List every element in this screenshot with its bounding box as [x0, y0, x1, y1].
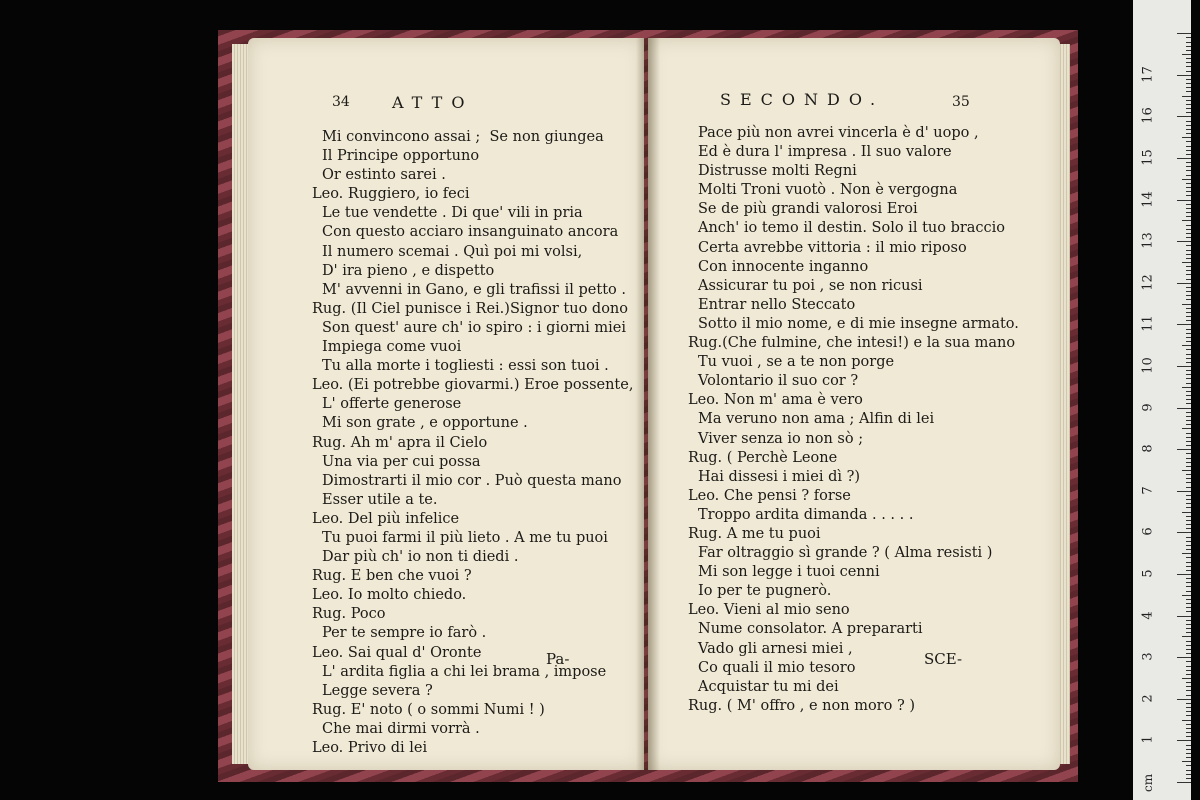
ruler-number: 9	[1140, 402, 1156, 412]
left-page	[248, 38, 644, 770]
text-line: Io per te pugnerò.	[698, 583, 832, 600]
text-line: Rug. Poco	[312, 606, 386, 623]
text-line: Rug. E ben che vuoi ?	[312, 568, 472, 585]
ruler-tick	[1186, 378, 1191, 379]
ruler-number: 4	[1140, 610, 1156, 620]
ruler-tick	[1182, 678, 1191, 679]
ruler-tick	[1182, 428, 1191, 429]
text-line: Distrusse molti Regni	[698, 163, 857, 180]
ruler-tick	[1186, 707, 1191, 708]
ruler-tick	[1186, 611, 1191, 612]
ruler-tick	[1186, 541, 1191, 542]
text-line: Tu alla morte i togliesti : essi son tuoi .	[322, 358, 609, 375]
ruler-tick	[1186, 399, 1191, 400]
ruler-tick	[1177, 657, 1191, 658]
ruler-tick	[1186, 670, 1191, 671]
ruler-tick	[1186, 112, 1191, 113]
ruler-tick	[1186, 258, 1191, 259]
text-line: Rug. Ah m' apra il Cielo	[312, 434, 488, 451]
text-line: Leo. Che pensi ? forse	[688, 487, 851, 504]
text-line: Legge severa ?	[322, 682, 433, 699]
ruler-tick	[1186, 724, 1191, 725]
ruler-tick	[1186, 424, 1191, 425]
text-line: Ma veruno non ama ; Alfin di lei	[698, 411, 935, 428]
ruler-tick	[1186, 383, 1191, 384]
ruler-tick	[1186, 765, 1191, 766]
ruler-tick	[1186, 362, 1191, 363]
ruler-number: 6	[1140, 527, 1156, 537]
ruler-number: 14	[1140, 190, 1156, 208]
text-line: Tu vuoi , se a te non porge	[698, 354, 895, 371]
ruler-tick	[1186, 337, 1191, 338]
ruler-tick	[1186, 129, 1191, 130]
ruler-tick	[1186, 462, 1191, 463]
ruler-tick	[1186, 445, 1191, 446]
text-line: Pace più non avrei vincerla è d' uopo ,	[698, 125, 979, 141]
ruler-tick	[1186, 191, 1191, 192]
text-line: Assicurar tu poi , se non ricusi	[698, 277, 923, 294]
ruler-tick	[1186, 549, 1191, 550]
text-line: Mi son legge i tuoi cenni	[698, 564, 880, 581]
ruler-tick	[1186, 170, 1191, 171]
text-line: Esser utile a te.	[322, 491, 438, 508]
ruler-number: 11	[1140, 315, 1156, 333]
running-head: ATTO	[392, 93, 474, 112]
ruler-tick	[1182, 470, 1191, 471]
ruler-tick	[1186, 715, 1191, 716]
ruler-tick	[1186, 437, 1191, 438]
text-line: Leo. Non m' ama è vero	[688, 392, 863, 409]
ruler-tick	[1186, 412, 1191, 413]
text-line: Sotto il mio nome, e di mie insegne armato.	[698, 315, 1019, 332]
ruler-number: 2	[1140, 694, 1156, 703]
text-line: Hai dissesi i miei dì ?)	[698, 468, 861, 485]
ruler-number: 16	[1140, 107, 1156, 125]
ruler-tick	[1186, 374, 1191, 375]
ruler-tick	[1177, 116, 1191, 117]
ruler-tick	[1177, 33, 1191, 34]
page-number: 35	[952, 94, 970, 110]
catchword: SCE-	[924, 650, 963, 668]
ruler-tick	[1186, 108, 1191, 109]
ruler-tick	[1186, 458, 1191, 459]
ruler-tick	[1177, 699, 1191, 700]
ruler-tick	[1186, 770, 1191, 771]
text-line: Le tue vendette . Di que' vili in pria	[322, 205, 583, 222]
text-line: Dimostrarti il mio cor . Può questa mano	[322, 472, 622, 489]
book-gutter	[636, 38, 660, 770]
ruler-tick	[1186, 100, 1191, 101]
ruler-tick	[1186, 104, 1191, 105]
ruler-tick	[1177, 532, 1191, 533]
ruler-tick	[1186, 641, 1191, 642]
ruler-tick	[1186, 487, 1191, 488]
ruler-tick	[1186, 591, 1191, 592]
ruler-tick	[1186, 233, 1191, 234]
ruler-tick	[1182, 345, 1191, 346]
ruler-number: 3	[1140, 652, 1156, 661]
ruler-tick	[1182, 387, 1191, 388]
ruler-tick	[1186, 320, 1191, 321]
ruler-tick	[1186, 624, 1191, 625]
ruler-tick	[1186, 183, 1191, 184]
ruler-tick	[1182, 761, 1191, 762]
ruler-tick	[1186, 225, 1191, 226]
ruler-tick	[1182, 553, 1191, 554]
ruler-tick	[1186, 695, 1191, 696]
ruler-tick	[1186, 757, 1191, 758]
ruler-tick	[1186, 528, 1191, 529]
ruler-tick	[1186, 474, 1191, 475]
ruler-tick	[1182, 512, 1191, 513]
ruler-tick	[1186, 686, 1191, 687]
text-block	[312, 128, 633, 758]
ruler-tick	[1186, 578, 1191, 579]
ruler-tick	[1186, 287, 1191, 288]
ruler-tick	[1186, 212, 1191, 213]
right-page	[648, 38, 1060, 770]
ruler-tick	[1186, 62, 1191, 63]
text-line: Molti Troni vuotò . Non è vergogna	[698, 182, 958, 199]
text-line: Ed è dura l' impresa . Il suo valore	[698, 144, 952, 161]
ruler-tick	[1177, 158, 1191, 159]
text-line: Leo. Io molto chiedo.	[312, 587, 467, 604]
text-line: L' offerte generose	[322, 396, 462, 413]
ruler-tick	[1186, 586, 1191, 587]
text-line: Leo. Del più infelice	[312, 510, 460, 527]
ruler-tick	[1186, 341, 1191, 342]
ruler-tick	[1186, 146, 1191, 147]
text-line: Se de più grandi valorosi Eroi	[698, 201, 918, 218]
ruler-tick	[1177, 200, 1191, 201]
measuring-ruler	[1133, 0, 1191, 800]
ruler-tick	[1186, 229, 1191, 230]
ruler-number: 13	[1140, 232, 1156, 249]
ruler-tick	[1177, 574, 1191, 575]
ruler-tick	[1186, 395, 1191, 396]
ruler-tick	[1186, 453, 1191, 454]
ruler-tick	[1186, 141, 1191, 142]
ruler-tick	[1186, 91, 1191, 92]
ruler-tick	[1186, 71, 1191, 72]
text-line: Rug.(Che fulmine, che intesi!) e la sua mano	[688, 335, 1016, 352]
text-line: Rug. (Il Ciel punisce i Rei.)Signor tuo dono	[312, 300, 628, 317]
text-line: Troppo ardita dimanda . . . . .	[698, 506, 914, 523]
ruler-tick	[1186, 46, 1191, 47]
ruler-tick	[1186, 237, 1191, 238]
catchword: Pa-	[546, 650, 570, 668]
ruler-tick	[1186, 507, 1191, 508]
ruler-tick	[1186, 416, 1191, 417]
ruler-tick	[1186, 208, 1191, 209]
ruler-tick	[1186, 329, 1191, 330]
ruler-number: 8	[1140, 444, 1156, 453]
ruler-tick	[1186, 358, 1191, 359]
ruler-tick	[1186, 524, 1191, 525]
text-line: Il numero scemai . Quì poi mi volsi,	[322, 243, 583, 260]
ruler-tick	[1186, 204, 1191, 205]
ruler-tick	[1182, 96, 1191, 97]
ruler-tick	[1186, 195, 1191, 196]
text-line: Che mai dirmi vorrà .	[322, 720, 480, 737]
ruler-tick	[1186, 566, 1191, 567]
text-line: Entrar nello Steccato	[698, 296, 856, 313]
ruler-tick	[1186, 503, 1191, 504]
ruler-number: 17	[1140, 66, 1156, 83]
ruler-tick	[1186, 603, 1191, 604]
ruler-tick	[1186, 607, 1191, 608]
ruler-tick	[1186, 66, 1191, 67]
ruler-tick	[1186, 732, 1191, 733]
ruler-tick	[1182, 720, 1191, 721]
ruler-tick	[1186, 520, 1191, 521]
ruler-tick	[1186, 582, 1191, 583]
text-line: Far oltraggio sì grande ? ( Alma resisti )	[698, 545, 993, 562]
ruler-tick	[1186, 58, 1191, 59]
text-line: D' ira pieno , e dispetto	[322, 262, 495, 279]
ruler-tick	[1186, 349, 1191, 350]
ruler-tick	[1186, 661, 1191, 662]
text-line: Certa avrebbe vittoria : il mio riposo	[698, 239, 967, 256]
text-line: Mi son grate , e opportune .	[322, 415, 528, 432]
ruler-tick	[1186, 403, 1191, 404]
text-line: Rug. ( M' offro , e non moro ? )	[688, 697, 915, 714]
ruler-tick	[1186, 499, 1191, 500]
ruler-tick	[1186, 312, 1191, 313]
ruler-tick	[1186, 354, 1191, 355]
ruler-tick	[1186, 666, 1191, 667]
ruler-tick	[1186, 121, 1191, 122]
ruler-tick	[1186, 175, 1191, 176]
ruler-tick	[1182, 220, 1191, 221]
ruler-tick	[1186, 254, 1191, 255]
ruler-tick	[1186, 482, 1191, 483]
ruler-tick	[1186, 133, 1191, 134]
ruler-number: 10	[1140, 357, 1156, 374]
text-line: Son quest' aure ch' io spiro : i giorni miei	[322, 319, 626, 336]
ruler-tick	[1186, 599, 1191, 600]
ruler-tick	[1177, 75, 1191, 76]
text-line: Con questo acciaro insanguinato ancora	[322, 224, 619, 241]
text-line: Nume consolator. A prepararti	[698, 621, 923, 638]
ruler-number: 15	[1140, 149, 1156, 166]
ruler-tick	[1186, 545, 1191, 546]
text-line: Leo. (Ei potrebbe giovarmi.) Eroe possente,	[312, 377, 634, 394]
ruler-tick	[1186, 570, 1191, 571]
text-line: Il Principe opportuno	[322, 148, 480, 165]
ruler-tick	[1186, 537, 1191, 538]
ruler-tick	[1186, 308, 1191, 309]
text-line: L' ardita figlia a chi lei brama , impose	[322, 663, 607, 680]
ruler-tick	[1186, 495, 1191, 496]
ruler-tick	[1177, 491, 1191, 492]
text-line: Leo. Privo di lei	[312, 740, 428, 756]
ruler-tick	[1186, 645, 1191, 646]
ruler-tick	[1177, 241, 1191, 242]
ruler-tick	[1186, 250, 1191, 251]
ruler-tick	[1177, 366, 1191, 367]
ruler-tick	[1186, 295, 1191, 296]
ruler-tick	[1186, 266, 1191, 267]
ruler-tick	[1186, 433, 1191, 434]
text-line: Vado gli arnesi miei ,	[698, 640, 853, 657]
ruler-tick	[1186, 478, 1191, 479]
ruler-tick	[1186, 187, 1191, 188]
ruler-tick	[1186, 628, 1191, 629]
ruler-tick	[1177, 449, 1191, 450]
ruler-number: 7	[1140, 486, 1156, 495]
ruler-tick	[1182, 304, 1191, 305]
ruler-tick	[1186, 674, 1191, 675]
text-line: Viver senza io non sò ;	[698, 430, 864, 447]
ruler-tick	[1186, 291, 1191, 292]
ruler-tick	[1186, 279, 1191, 280]
page-number: 34	[332, 94, 350, 110]
ruler-tick	[1186, 333, 1191, 334]
ruler-tick	[1186, 632, 1191, 633]
ruler-tick	[1186, 154, 1191, 155]
ruler-tick	[1177, 740, 1191, 741]
ruler-tick	[1186, 557, 1191, 558]
ruler-tick	[1186, 125, 1191, 126]
ruler-tick	[1186, 87, 1191, 88]
ruler-tick	[1177, 324, 1191, 325]
ruler-tick	[1186, 516, 1191, 517]
ruler-number: 1	[1140, 735, 1156, 745]
ruler-tick	[1186, 370, 1191, 371]
ruler-tick	[1186, 736, 1191, 737]
text-line: Leo. Vieni al mio seno	[688, 602, 850, 619]
text-line: Anch' io temo il destin. Solo il tuo braccio	[698, 220, 1006, 237]
text-line: Volontario il suo cor ?	[698, 373, 859, 390]
ruler-tick	[1177, 782, 1191, 783]
text-line: Rug. E' noto ( o sommi Numi ! )	[312, 701, 545, 718]
ruler-tick	[1186, 682, 1191, 683]
ruler-tick	[1186, 50, 1191, 51]
text-line: Rug. A me tu puoi	[688, 525, 821, 542]
ruler-tick	[1186, 270, 1191, 271]
ruler-tick	[1186, 749, 1191, 750]
ruler-tick	[1186, 649, 1191, 650]
text-line: Co quali il mio tesoro	[698, 659, 856, 676]
ruler-tick	[1186, 441, 1191, 442]
ruler-tick	[1182, 137, 1191, 138]
ruler-tick	[1186, 562, 1191, 563]
ruler-tick	[1182, 595, 1191, 596]
text-line: Tu puoi farmi il più lieto . A me tu puoi	[322, 529, 608, 546]
ruler-tick	[1186, 166, 1191, 167]
text-line: M' avvenni in Gano, e gli trafissi il petto .	[322, 281, 626, 298]
text-line: Or estinto sarei .	[322, 167, 446, 184]
ruler-tick	[1186, 620, 1191, 621]
text-line: Mi convincono assai ; Se non giungea	[322, 129, 604, 145]
ruler-tick	[1186, 245, 1191, 246]
text-line: Una via per cui possa	[322, 453, 481, 470]
ruler-tick	[1186, 745, 1191, 746]
ruler-tick	[1186, 778, 1191, 779]
text-line: Per te sempre io farò .	[322, 625, 487, 642]
ruler-tick	[1186, 42, 1191, 43]
ruler-tick	[1186, 299, 1191, 300]
text-block	[688, 124, 1019, 716]
text-line: Acquistar tu mi dei	[698, 678, 839, 695]
ruler-tick	[1186, 83, 1191, 84]
ruler-tick	[1177, 283, 1191, 284]
ruler-tick	[1182, 262, 1191, 263]
ruler-tick	[1182, 636, 1191, 637]
ruler-tick	[1182, 179, 1191, 180]
ruler-unit-label: cm	[1141, 773, 1155, 792]
ruler-tick	[1186, 150, 1191, 151]
ruler-tick	[1186, 420, 1191, 421]
text-line: Dar più ch' io non ti diedi .	[322, 549, 519, 566]
ruler-tick	[1186, 711, 1191, 712]
ruler-tick	[1186, 703, 1191, 704]
text-line: Impiega come vuoi	[322, 339, 462, 356]
ruler-tick	[1186, 37, 1191, 38]
ruler-tick	[1186, 690, 1191, 691]
ruler-tick	[1186, 391, 1191, 392]
text-line: Rug. ( Perchè Leone	[688, 449, 838, 466]
ruler-tick	[1177, 408, 1191, 409]
ruler-tick	[1177, 616, 1191, 617]
ruler-tick	[1186, 274, 1191, 275]
text-line: Leo. Ruggiero, io feci	[312, 186, 470, 203]
ruler-tick	[1182, 54, 1191, 55]
ruler-tick	[1186, 466, 1191, 467]
ruler-tick	[1186, 79, 1191, 80]
ruler-tick	[1186, 316, 1191, 317]
ruler-tick	[1186, 728, 1191, 729]
ruler-number: 12	[1140, 274, 1156, 291]
text-line: Leo. Sai qual d' Oronte	[312, 644, 482, 661]
ruler-tick	[1186, 774, 1191, 775]
text-line: Con innocente inganno	[698, 258, 869, 275]
ruler-number: 5	[1140, 569, 1156, 578]
ruler-tick	[1186, 216, 1191, 217]
ruler-tick	[1186, 653, 1191, 654]
running-head: SECONDO.	[720, 90, 885, 109]
ruler-tick	[1186, 162, 1191, 163]
ruler-tick	[1186, 753, 1191, 754]
